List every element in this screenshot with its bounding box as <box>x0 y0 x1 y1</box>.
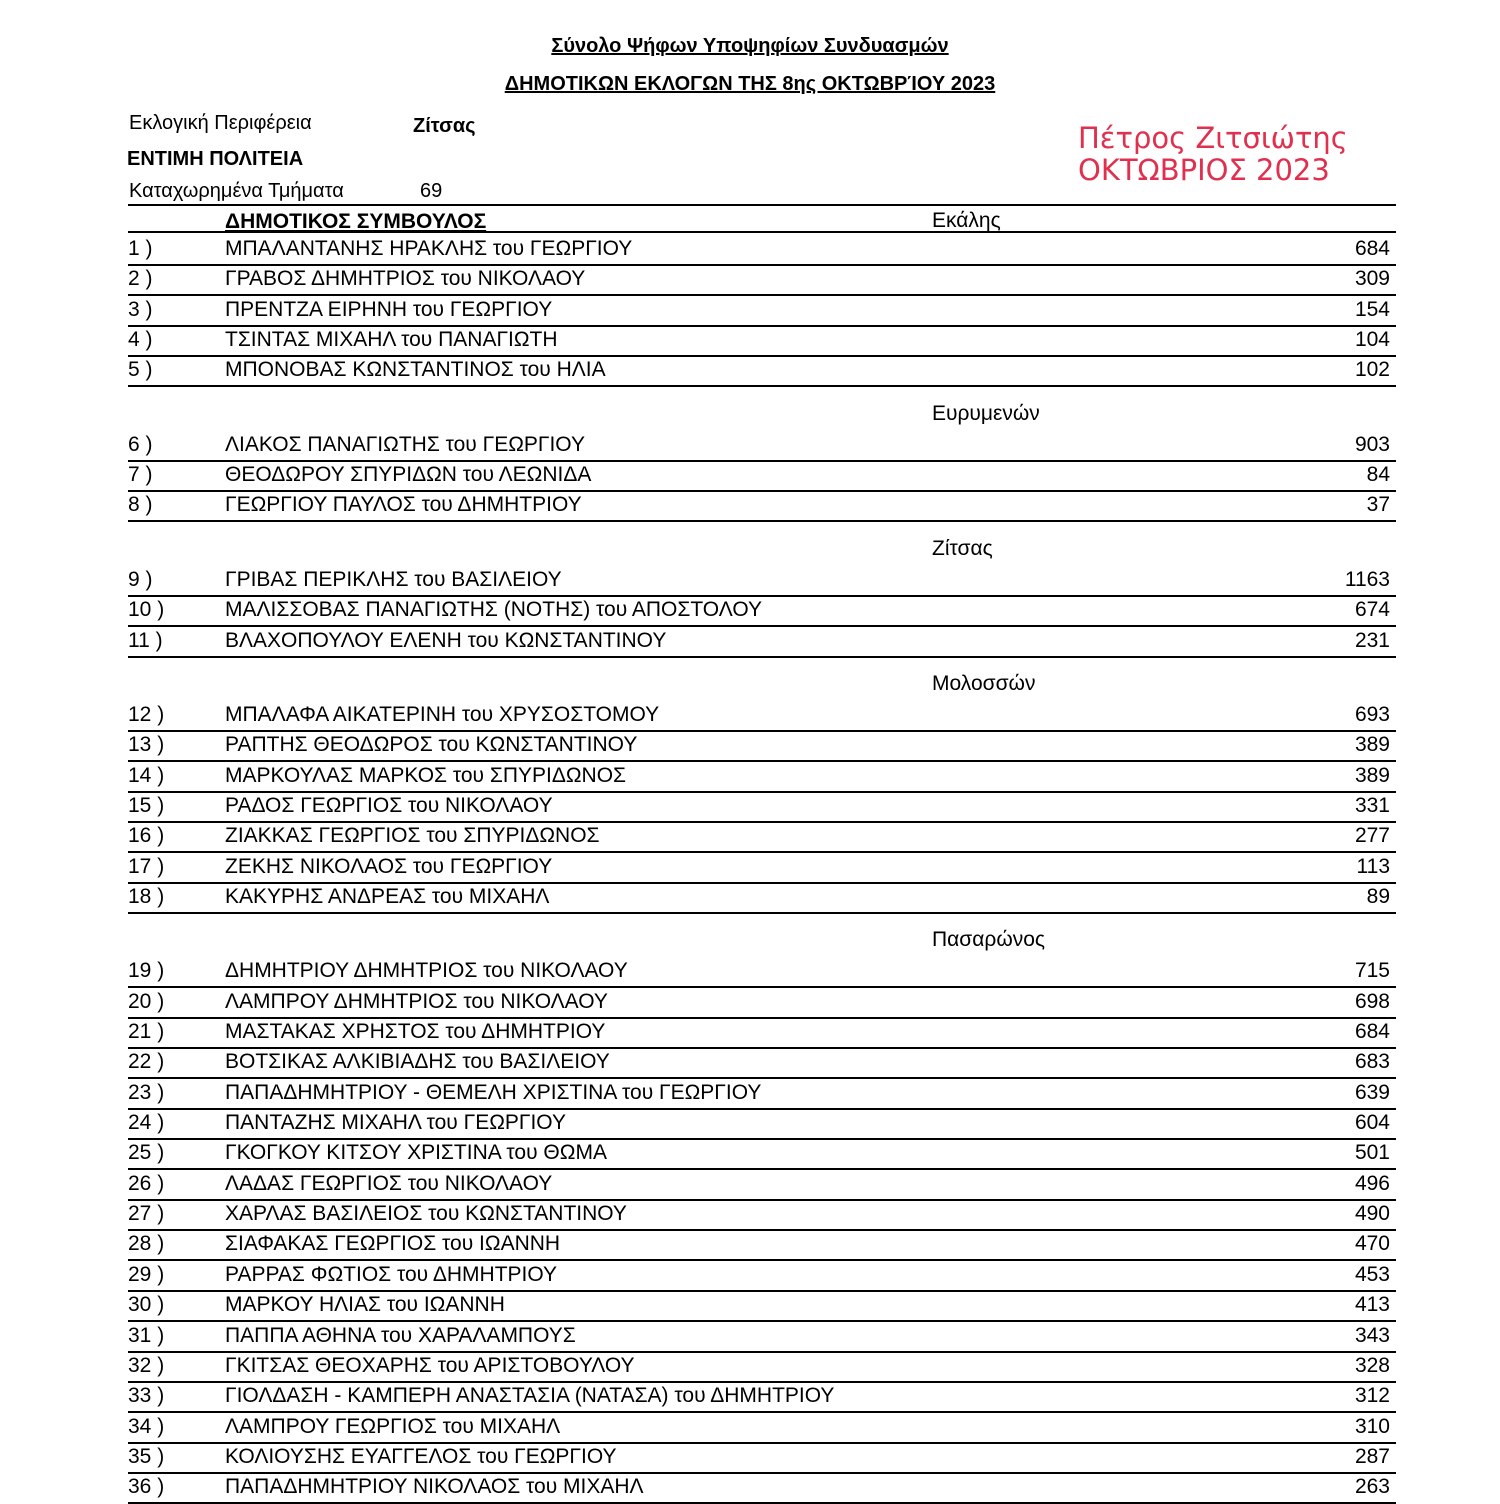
party-name: ΕΝΤΙΜΗ ΠΟΛΙΤΕΙΑ <box>127 148 304 170</box>
candidate-votes: 501 <box>1354 1141 1390 1165</box>
candidate-name: ΛΑΜΠΡΟΥ ΓΕΩΡΓΙΟΣ του ΜΙΧΑΗΛ <box>225 1414 561 1438</box>
table-row <box>128 1231 1396 1261</box>
candidate-votes: 496 <box>1354 1171 1390 1195</box>
table-row <box>128 297 1396 327</box>
candidate-number: 36 ) <box>128 1475 165 1499</box>
row-divider <box>128 385 1396 387</box>
table-row <box>128 989 1396 1019</box>
candidate-number: 4 ) <box>128 328 153 352</box>
table-row <box>128 628 1396 658</box>
table-row <box>128 763 1396 793</box>
candidate-votes: 693 <box>1354 702 1390 726</box>
candidate-number: 6 ) <box>128 432 153 456</box>
candidate-name: ΓΡΑΒΟΣ ΔΗΜΗΤΡΙΟΣ του ΝΙΚΟΛΑΟΥ <box>225 267 586 291</box>
candidate-name: ΓΚΙΤΣΑΣ ΘΕΟΧΑΡΗΣ του ΑΡΙΣΤΟΒΟΥΛΟΥ <box>225 1353 635 1377</box>
table-row <box>128 492 1396 522</box>
candidate-number: 2 ) <box>128 267 153 291</box>
candidate-number: 27 ) <box>128 1202 165 1226</box>
candidate-votes: 639 <box>1354 1080 1390 1104</box>
table-row <box>128 597 1396 627</box>
candidate-number: 16 ) <box>128 824 165 848</box>
candidate-votes: 84 <box>1366 463 1390 487</box>
table-row <box>128 462 1396 492</box>
candidate-number: 35 ) <box>128 1444 165 1468</box>
candidate-number: 22 ) <box>128 1050 165 1074</box>
candidate-number: 10 ) <box>128 598 165 622</box>
candidate-name: ΠΑΠΑΔΗΜΗΤΡΙΟΥ ΝΙΚΟΛΑΟΣ του ΜΙΧΑΗΛ <box>225 1475 644 1499</box>
candidate-name: ΜΠΑΛΑΝΤΑΝΗΣ ΗΡΑΚΛΗΣ του ΓΕΩΡΓΙΟΥ <box>225 237 633 260</box>
candidate-number: 32 ) <box>128 1353 165 1377</box>
candidate-name: ΓΡΙΒΑΣ ΠΕΡΙΚΛΗΣ του ΒΑΣΙΛΕΙΟΥ <box>225 567 562 591</box>
table-row <box>128 1323 1396 1353</box>
candidate-votes: 287 <box>1354 1444 1390 1468</box>
candidate-votes: 343 <box>1354 1323 1390 1347</box>
watermark-line1: Πέτρος Ζιτσιώτης <box>1078 121 1348 155</box>
candidate-number: 23 ) <box>128 1080 165 1104</box>
candidate-votes: 312 <box>1354 1384 1390 1408</box>
candidate-name: ΔΗΜΗΤΡΙΟΥ ΔΗΜΗΤΡΙΟΣ του ΝΙΚΟΛΑΟΥ <box>225 959 628 983</box>
candidate-number: 3 ) <box>128 297 153 321</box>
table-row <box>128 1049 1396 1079</box>
candidate-number: 15 ) <box>128 793 165 817</box>
candidate-number: 29 ) <box>128 1262 165 1286</box>
candidate-name: ΠΑΠΑΔΗΜΗΤΡΙΟΥ - ΘΕΜΕΛΗ ΧΡΙΣΤΙΝΑ του ΓΕΩΡΓΙΟΥ <box>225 1080 762 1104</box>
candidate-votes: 263 <box>1354 1475 1390 1499</box>
candidate-number: 9 ) <box>128 567 153 591</box>
candidate-votes: 389 <box>1354 733 1390 757</box>
candidate-name: ΡΑΠΤΗΣ ΘΕΟΔΩΡΟΣ του ΚΩΝΣΤΑΝΤΙΝΟΥ <box>225 733 638 757</box>
candidate-name: ΚΑΚΥΡΗΣ ΑΝΔΡΕΑΣ του ΜΙΧΑΗΛ <box>225 884 550 908</box>
candidate-number: 34 ) <box>128 1414 165 1438</box>
candidate-votes: 37 <box>1366 493 1390 517</box>
candidate-name: ΒΟΤΣΙΚΑΣ ΑΛΚΙΒΙΑΔΗΣ του ΒΑΣΙΛΕΙΟΥ <box>225 1050 610 1074</box>
candidate-name: ΓΕΩΡΓΙΟΥ ΠΑΥΛΟΣ του ΔΗΜΗΤΡΙΟΥ <box>225 493 582 517</box>
candidate-votes: 1163 <box>1344 567 1390 591</box>
candidate-number: 21 ) <box>128 1020 165 1043</box>
district-heading: Πασαρώνος <box>932 928 1046 952</box>
candidate-votes: 684 <box>1354 237 1390 260</box>
table-row <box>128 327 1396 357</box>
row-divider <box>128 912 1396 914</box>
table-row <box>128 1201 1396 1231</box>
candidate-number: 18 ) <box>128 884 165 908</box>
candidate-votes: 102 <box>1354 358 1390 382</box>
table-row <box>128 1262 1396 1292</box>
candidate-votes: 113 <box>1356 854 1390 878</box>
candidate-name: ΧΑΡΛΑΣ ΒΑΣΙΛΕΙΟΣ του ΚΩΝΣΤΑΝΤΙΝΟΥ <box>225 1202 627 1226</box>
candidate-number: 13 ) <box>128 733 165 757</box>
candidate-name: ΤΣΙΝΤΑΣ ΜΙΧΑΗΛ του ΠΑΝΑΓΙΩΤΗ <box>225 328 558 352</box>
candidate-name: ΜΑΣΤΑΚΑΣ ΧΡΗΣΤΟΣ του ΔΗΜΗΤΡΙΟΥ <box>225 1020 606 1043</box>
candidate-name: ΖΙΑΚΚΑΣ ΓΕΩΡΓΙΟΣ του ΣΠΥΡΙΔΩΝΟΣ <box>225 824 600 848</box>
candidate-name: ΘΕΟΔΩΡΟΥ ΣΠΥΡΙΔΩΝ του ΛΕΩΝΙΔΑ <box>225 463 592 487</box>
candidate-number: 17 ) <box>128 854 165 878</box>
candidate-name: ΡΑΡΡΑΣ ΦΩΤΙΟΣ του ΔΗΜΗΤΡΙΟΥ <box>225 1262 558 1286</box>
candidate-name: ΓΙΟΛΔΑΣΗ - ΚΑΜΠΕΡΗ ΑΝΑΣΤΑΣΙΑ (ΝΑΤΑΣΑ) του ΔΗΜΗΤΡΙΟΥ <box>225 1384 835 1408</box>
candidate-votes: 715 <box>1354 959 1390 983</box>
candidate-number: 5 ) <box>128 358 153 382</box>
table-row <box>128 236 1396 266</box>
candidate-name: ΖΕΚΗΣ ΝΙΚΟΛΑΟΣ του ΓΕΩΡΓΙΟΥ <box>225 854 553 878</box>
table-row <box>128 266 1396 296</box>
candidate-name: ΛΑΜΠΡΟΥ ΔΗΜΗΤΡΙΟΣ του ΝΙΚΟΛΑΟΥ <box>225 989 608 1013</box>
candidate-number: 30 ) <box>128 1293 165 1317</box>
candidate-votes: 154 <box>1354 297 1390 321</box>
table-row <box>128 793 1396 823</box>
candidate-votes: 470 <box>1354 1232 1390 1256</box>
table-row <box>128 1444 1396 1474</box>
candidate-name: ΡΑΔΟΣ ΓΕΩΡΓΙΟΣ του ΝΙΚΟΛΑΟΥ <box>225 793 553 817</box>
candidate-name: ΠΑΝΤΑΖΗΣ ΜΙΧΑΗΛ του ΓΕΩΡΓΙΟΥ <box>225 1111 566 1135</box>
candidate-votes: 604 <box>1354 1111 1390 1135</box>
candidate-number: 25 ) <box>128 1141 165 1165</box>
candidate-name: ΛΑΔΑΣ ΓΕΩΡΓΙΟΣ του ΝΙΚΟΛΑΟΥ <box>225 1171 553 1195</box>
candidate-number: 24 ) <box>128 1111 165 1135</box>
candidate-name: ΣΙΑΦΑΚΑΣ ΓΕΩΡΓΙΟΣ του ΙΩΑΝΝΗ <box>225 1232 561 1256</box>
region-value: Ζίτσας <box>413 115 476 137</box>
candidate-votes: 331 <box>1354 793 1390 817</box>
table-row <box>128 1292 1396 1322</box>
header-divider <box>128 204 1396 206</box>
district-heading: Μολοσσών <box>932 671 1036 695</box>
sections-label: Καταχωρημένα Τμήματα <box>129 180 344 202</box>
candidate-votes: 684 <box>1354 1020 1390 1043</box>
watermark <box>1078 122 1348 186</box>
candidate-votes: 698 <box>1354 989 1390 1013</box>
candidate-number: 11 ) <box>128 628 163 652</box>
candidate-name: ΠΑΠΠΑ ΑΘΗΝΑ του ΧΑΡΑΛΑΜΠΟΥΣ <box>225 1323 576 1347</box>
column-header: ΔΗΜΟΤΙΚΟΣ ΣΥΜΒΟΥΛΟΣ <box>225 210 487 233</box>
table-row <box>128 432 1396 462</box>
candidate-votes: 389 <box>1354 763 1390 787</box>
candidate-name: ΒΛΑΧΟΠΟΥΛΟΥ ΕΛΕΝΗ του ΚΩΝΣΤΑΝΤΙΝΟΥ <box>225 628 667 652</box>
candidate-name: ΓΚΟΓΚΟΥ ΚΙΤΣΟΥ ΧΡΙΣΤΙΝΑ του ΘΩΜΑ <box>225 1141 607 1165</box>
candidate-number: 28 ) <box>128 1232 165 1256</box>
table-row <box>128 567 1396 597</box>
table-row <box>128 958 1396 988</box>
candidate-number: 33 ) <box>128 1384 165 1408</box>
candidate-votes: 453 <box>1354 1262 1390 1286</box>
candidate-name: ΜΑΡΚΟΥ ΗΛΙΑΣ του ΙΩΑΝΝΗ <box>225 1293 505 1317</box>
table-row <box>128 1019 1396 1049</box>
table-row <box>128 1080 1396 1110</box>
candidate-votes: 309 <box>1354 267 1390 291</box>
candidate-votes: 231 <box>1354 628 1390 652</box>
table-row <box>128 702 1396 732</box>
candidate-number: 19 ) <box>128 959 165 983</box>
candidate-votes: 413 <box>1354 1293 1390 1317</box>
candidate-votes: 89 <box>1366 884 1390 908</box>
table-row <box>128 884 1396 914</box>
table-row <box>128 1353 1396 1383</box>
table-row <box>128 1171 1396 1201</box>
document-title: Σύνολο Ψήφων Υποψηφίων Συνδυασμών <box>551 35 949 57</box>
district-heading: Ζίτσας <box>932 536 993 560</box>
candidate-number: 1 ) <box>128 237 153 260</box>
candidate-votes: 104 <box>1354 328 1390 352</box>
row-divider <box>128 520 1396 522</box>
table-row <box>128 1383 1396 1413</box>
candidate-votes: 490 <box>1354 1202 1390 1226</box>
region-label: Εκλογική Περιφέρεια <box>129 112 312 134</box>
candidate-number: 8 ) <box>128 493 153 517</box>
candidate-votes: 674 <box>1354 598 1390 622</box>
table-row <box>128 1140 1396 1170</box>
table-row <box>128 823 1396 853</box>
district-heading: Ευρυμενών <box>932 401 1040 425</box>
sections-value: 69 <box>420 180 443 202</box>
candidate-name: ΜΑΛΙΣΣΟΒΑΣ ΠΑΝΑΓΙΩΤΗΣ (ΝΟΤΗΣ) του ΑΠΟΣΤΟΛΟΥ <box>225 598 763 622</box>
candidate-number: 14 ) <box>128 763 165 787</box>
candidate-name: ΜΠΟΝΟΒΑΣ ΚΩΝΣΤΑΝΤΙΝΟΣ του ΗΛΙΑ <box>225 358 606 382</box>
candidate-number: 12 ) <box>128 702 165 726</box>
candidate-name: ΜΠΑΛΑΦΑ ΑΙΚΑΤΕΡΙΝΗ του ΧΡΥΣΟΣΤΟΜΟΥ <box>225 702 660 726</box>
district-heading: Εκάλης <box>932 209 1001 232</box>
candidate-number: 20 ) <box>128 989 165 1013</box>
candidate-votes: 683 <box>1354 1050 1390 1074</box>
candidate-name: ΚΟΛΙΟΥΣΗΣ ΕΥΑΓΓΕΛΟΣ του ΓΕΩΡΓΙΟΥ <box>225 1444 617 1468</box>
table-row <box>128 1414 1396 1444</box>
table-row <box>128 357 1396 387</box>
column-header-divider <box>128 231 1396 233</box>
candidate-name: ΛΙΑΚΟΣ ΠΑΝΑΓΙΩΤΗΣ του ΓΕΩΡΓΙΟΥ <box>225 432 585 456</box>
table-row <box>128 854 1396 884</box>
candidate-votes: 310 <box>1354 1414 1390 1438</box>
candidate-name: ΜΑΡΚΟΥΛΑΣ ΜΑΡΚΟΣ του ΣΠΥΡΙΔΩΝΟΣ <box>225 763 627 787</box>
candidate-name: ΠΡΕΝΤΖΑ ΕΙΡΗΝΗ του ΓΕΩΡΓΙΟΥ <box>225 297 553 321</box>
watermark-line2: ΟΚΤΩΒΡΙΟΣ 2023 <box>1078 153 1330 187</box>
candidate-votes: 903 <box>1354 432 1390 456</box>
candidate-number: 31 ) <box>128 1323 165 1347</box>
table-row <box>128 732 1396 762</box>
candidate-votes: 277 <box>1354 824 1390 848</box>
document-subtitle: ΔΗΜΟΤΙΚΩΝ ΕΚΛΟΓΩΝ ΤΗΣ 8ης ΟΚΤΩΒΡΊΟΥ 2023 <box>504 73 996 95</box>
candidate-votes: 328 <box>1354 1353 1390 1377</box>
candidate-number: 7 ) <box>128 463 153 487</box>
table-row <box>128 1110 1396 1140</box>
candidate-number: 26 ) <box>128 1171 165 1195</box>
row-divider <box>128 656 1396 658</box>
